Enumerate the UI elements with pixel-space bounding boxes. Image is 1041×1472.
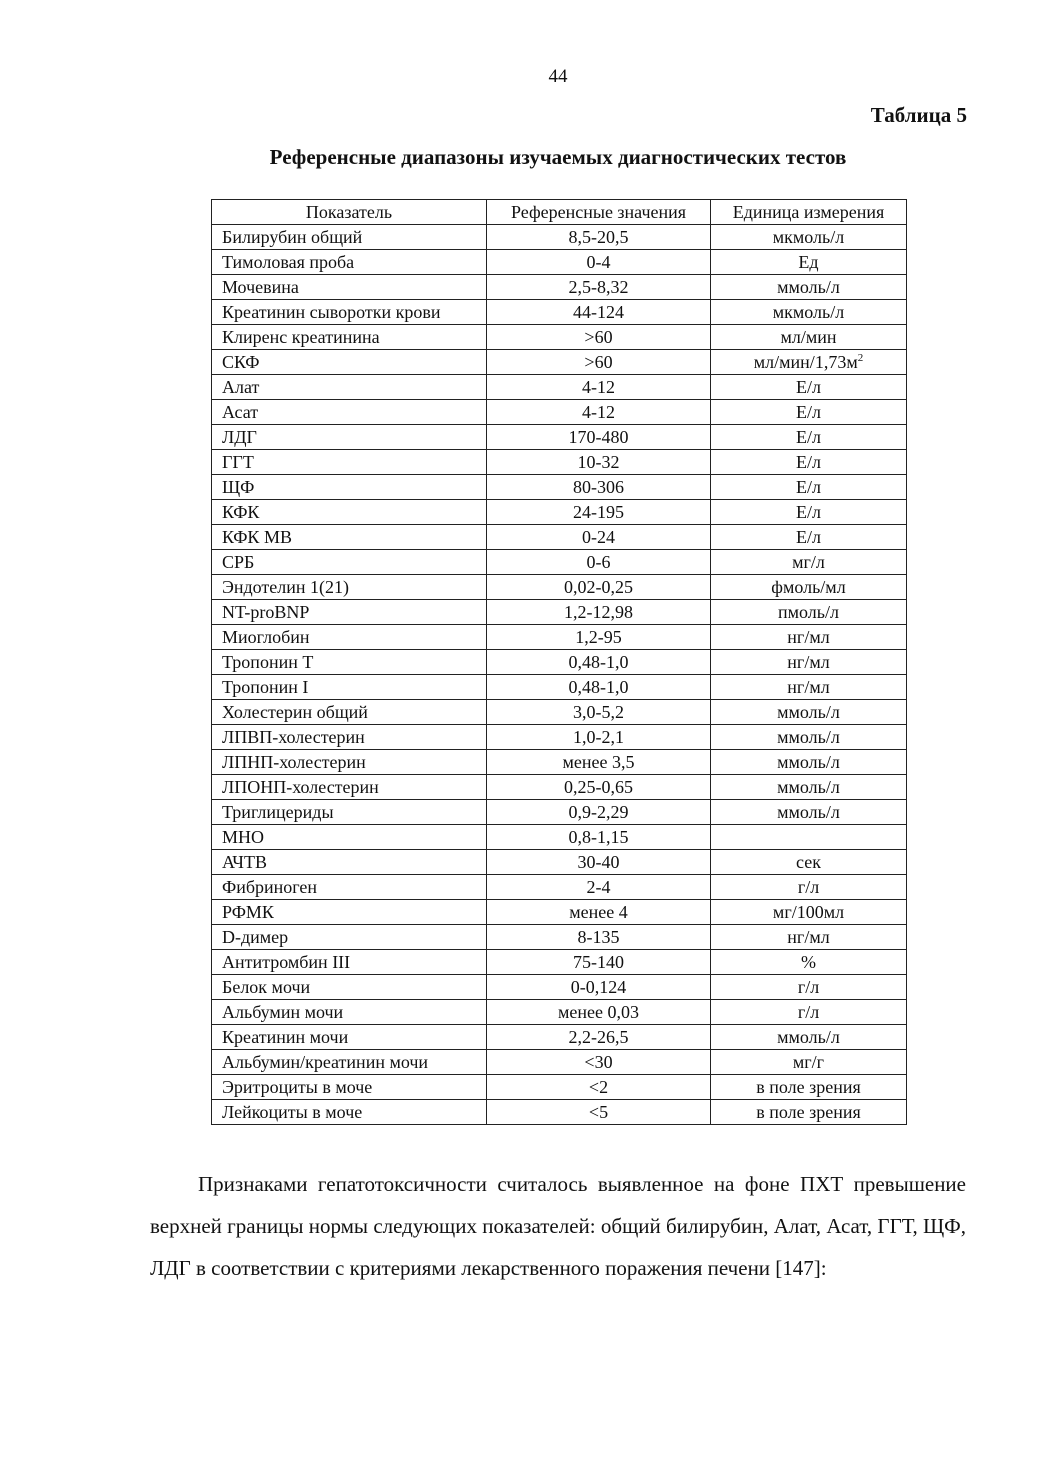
table-row [212,825,907,850]
reference-value: <2 [487,1075,711,1100]
reference-value: 8,5-20,5 [487,225,711,250]
table-row [212,625,907,650]
reference-value: >60 [487,325,711,350]
table-row [212,800,907,825]
table-row [212,350,907,375]
unit-text: ммоль/л [777,802,840,822]
indicator-name: Лейкоциты в моче [212,1100,487,1125]
indicator-name: КФК МВ [212,525,487,550]
reference-value: 3,0-5,2 [487,700,711,725]
reference-value: 1,0-2,1 [487,725,711,750]
table-row [212,400,907,425]
reference-value: 170-480 [487,425,711,450]
table-row [212,450,907,475]
unit-text: Ед [798,252,819,272]
unit-text: сек [796,852,821,872]
unit-text: мл/мин [780,327,837,347]
indicator-name: ЩФ [212,475,487,500]
reference-value: 24-195 [487,500,711,525]
indicator-name: Антитромбин III [212,950,487,975]
unit-cell [711,350,907,375]
unit-text: мг/100мл [772,902,845,922]
indicator-name: Белок мочи [212,975,487,1000]
reference-value: 44-124 [487,300,711,325]
table-row [212,850,907,875]
unit-cell [711,250,907,275]
indicator-name: АЧТВ [212,850,487,875]
unit-cell [711,950,907,975]
table-row [212,275,907,300]
unit-cell [711,875,907,900]
reference-value: менее 3,5 [487,750,711,775]
unit-text: мг/л [792,552,825,572]
table-row [212,700,907,725]
indicator-name: Клиренс креатинина [212,325,487,350]
unit-text: ммоль/л [777,277,840,297]
table-row [212,775,907,800]
reference-value: <30 [487,1050,711,1075]
page-number: 44 [548,66,568,87]
indicator-name: Миоглобин [212,625,487,650]
unit-cell [711,1075,907,1100]
reference-value: 10-32 [487,450,711,475]
table-row [212,650,907,675]
indicator-name: Алат [212,375,487,400]
indicator-name: Эритроциты в моче [212,1075,487,1100]
unit-cell [711,475,907,500]
unit-cell [711,550,907,575]
table-row [212,875,907,900]
indicator-name: СРБ [212,550,487,575]
unit-cell [711,525,907,550]
table-row [212,1075,907,1100]
body-paragraph [150,1163,966,1289]
indicator-name: ЛДГ [212,425,487,450]
indicator-name: Фибриноген [212,875,487,900]
unit-text: ммоль/л [777,702,840,722]
unit-cell [711,850,907,875]
unit-cell [711,575,907,600]
table-row [212,1000,907,1025]
table-row [212,500,907,525]
unit-text: Е/л [796,477,821,497]
unit-cell [711,450,907,475]
unit-text: нг/мл [787,677,830,697]
reference-value: 4-12 [487,375,711,400]
indicator-name: Альбумин/креатинин мочи [212,1050,487,1075]
reference-value: 1,2-12,98 [487,600,711,625]
table-row [212,425,907,450]
unit-text: мг/г [792,1052,825,1072]
table-row [212,475,907,500]
indicator-name: Триглицериды [212,800,487,825]
unit-text: в поле зрения [756,1077,861,1097]
indicator-name: ЛПВП-холестерин [212,725,487,750]
unit-cell [711,500,907,525]
indicator-name: Креатинин мочи [212,1025,487,1050]
unit-cell [711,650,907,675]
table-row [212,975,907,1000]
indicator-name: ЛПНП-холестерин [212,750,487,775]
reference-value: 1,2-95 [487,625,711,650]
table-row [212,325,907,350]
indicator-name: Асат [212,400,487,425]
unit-cell [711,700,907,725]
table-title: Референсные диапазоны изучаемых диагностических тестов [269,145,847,169]
table-row [212,300,907,325]
unit-text: Е/л [796,402,821,422]
indicator-name: КФК [212,500,487,525]
unit-cell [711,775,907,800]
reference-value: 0-24 [487,525,711,550]
indicator-name: ЛПОНП-холестерин [212,775,487,800]
unit-text: Е/л [796,527,821,547]
unit-text: г/л [797,877,820,897]
unit-text: г/л [797,977,820,997]
table-row [212,750,907,775]
table-row [212,950,907,975]
unit-text: ммоль/л [777,777,840,797]
indicator-name: Креатинин сыворотки крови [212,300,487,325]
table-label: Таблица 5 [870,103,967,127]
unit-cell [711,975,907,1000]
table-header-row [212,200,907,225]
table-row [212,225,907,250]
unit-cell [711,225,907,250]
reference-value: 0,48-1,0 [487,675,711,700]
unit-cell [711,1000,907,1025]
unit-text: мкмоль/л [772,302,845,322]
unit-cell [711,275,907,300]
reference-value: 0,9-2,29 [487,800,711,825]
reference-value: 0-4 [487,250,711,275]
unit-text: нг/мл [787,927,830,947]
table-row [212,1100,907,1125]
reference-value: 0-0,124 [487,975,711,1000]
unit-text: фмоль/мл [771,577,846,597]
indicator-name: Тимоловая проба [212,250,487,275]
unit-text: пмоль/л [778,602,839,622]
unit-text: г/л [797,1002,820,1022]
reference-value: 8-135 [487,925,711,950]
reference-value: >60 [487,350,711,375]
table-row [212,900,907,925]
unit-text: % [801,952,816,972]
table-row [212,250,907,275]
reference-value: 75-140 [487,950,711,975]
table-row [212,375,907,400]
unit-cell [711,725,907,750]
indicator-name: Тропонин I [212,675,487,700]
indicator-name: Мочевина [212,275,487,300]
reference-value: 0-6 [487,550,711,575]
unit-cell [711,750,907,775]
unit-cell [711,925,907,950]
reference-value: <5 [487,1100,711,1125]
unit-cell [711,400,907,425]
unit-text: нг/мл [787,652,830,672]
reference-value: 80-306 [487,475,711,500]
unit-cell [711,1025,907,1050]
table-row [212,550,907,575]
table-row [212,600,907,625]
indicator-name: МНО [212,825,487,850]
reference-table [211,199,907,1125]
header-unit: Единица измерения [711,200,907,225]
unit-text: Е/л [796,452,821,472]
reference-value: 2,2-26,5 [487,1025,711,1050]
indicator-name: ГГТ [212,450,487,475]
unit-cell [711,800,907,825]
table-row [212,525,907,550]
reference-value: 0,48-1,0 [487,650,711,675]
header-indicator: Показатель [212,200,487,225]
table-body [212,225,907,1125]
unit-cell [711,1050,907,1075]
table-row [212,675,907,700]
paragraph-text: Признаками гепатотоксичности считалось выявленное на фоне ПХТ превышение верхней границы нормы следующих показателей: общий билирубин, Алат, Асат, ГГТ, ЩФ, ЛДГ в соответствии с критериями лекарственного поражения печени [147]: [150,1172,966,1280]
unit-text: в поле зрения [756,1102,861,1122]
unit-cell [711,675,907,700]
unit-cell [711,300,907,325]
table-row [212,725,907,750]
unit-cell [711,375,907,400]
unit-text: Е/л [796,377,821,397]
table-row [212,1025,907,1050]
reference-value: менее 0,03 [487,1000,711,1025]
unit-text: ммоль/л [777,1027,840,1047]
unit-text: ммоль/л [777,752,840,772]
indicator-name: Холестерин общий [212,700,487,725]
reference-value: менее 4 [487,900,711,925]
unit-text: нг/мл [787,627,830,647]
reference-value: 0,8-1,15 [487,825,711,850]
unit-text: мкмоль/л [772,227,845,247]
table-row [212,925,907,950]
indicator-name: Тропонин Т [212,650,487,675]
unit-cell [711,425,907,450]
indicator-name: СКФ [212,350,487,375]
indicator-name: Альбумин мочи [212,1000,487,1025]
unit-cell [711,600,907,625]
table-row [212,1050,907,1075]
unit-cell [711,900,907,925]
reference-value: 4-12 [487,400,711,425]
indicator-name: РФМК [212,900,487,925]
unit-cell [711,1100,907,1125]
reference-value: 0,25-0,65 [487,775,711,800]
unit-text: Е/л [796,427,821,447]
reference-value: 30-40 [487,850,711,875]
indicator-name: Билирубин общий [212,225,487,250]
indicator-name: Эндотелин 1(21) [212,575,487,600]
unit-superscript: 2 [857,352,864,364]
unit-text: Е/л [796,502,821,522]
unit-cell [711,325,907,350]
unit-text: ммоль/л [777,727,840,747]
table-row [212,575,907,600]
header-reference-values: Референсные значения [487,200,711,225]
unit-cell [711,625,907,650]
indicator-name: NT-proBNP [212,600,487,625]
reference-value: 0,02-0,25 [487,575,711,600]
unit-cell [711,825,907,850]
indicator-name: D-димер [212,925,487,950]
reference-value: 2-4 [487,875,711,900]
unit-text: мл/мин/1,73м [753,352,858,372]
reference-value: 2,5-8,32 [487,275,711,300]
